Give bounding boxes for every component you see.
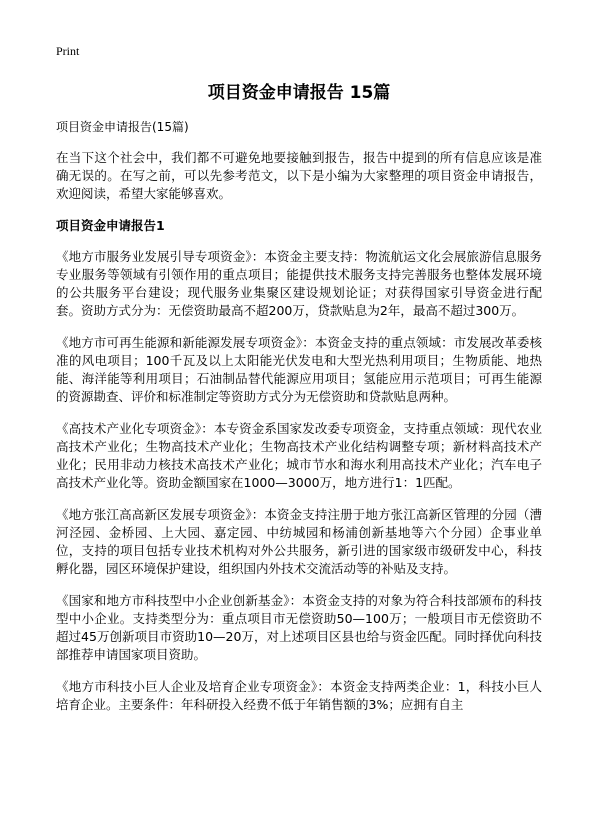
body-paragraph: 《地方市科技小巨人企业及培育企业专项资金》：本资金支持两类企业：1，科技小巨人培育企业。主要条件：年科研投入经费不低于年销售额的3%；应拥有自主 xyxy=(56,679,542,712)
body-paragraph: 《国家和地方市科技型中小企业创新基金》：本资金支持的对象为符合科技部颁布的科技型中小企业。支持类型分为：重点项目市无偿资助50—100万；一般项目市无偿资助不超过45万创新项目市资助10—20万，对上述项目区县也给与资金匹配。同时择优向科技部推荐申请国家项目资助。 xyxy=(56,593,542,662)
body-paragraph: 《地方市服务业发展引导专项资金》：本资金主要支持：物流航运文化会展旅游信息服务专业服务等领域有引领作用的重点项目；能提供技术服务支持完善服务也整体发展环境的公共服务平台建设；现代服务业集聚区建设规划论证；对获得国家引导资金进行配套。资助方式分为：无偿资助最高不超200万，贷款贴息为2年，最高不超过300万。 xyxy=(56,249,542,318)
print-link[interactable]: Print xyxy=(56,44,80,58)
body-paragraph: 《地方市可再生能源和新能源发展专项资金》：本资金支持的重点领域：市发展改革委核准的风电项目；100千瓦及以上太阳能光伏发电和大型光热利用项目；生物质能、地热能、海洋能等利用项目；石油制品替代能源应用项目；氢能应用示范项目；可再生能源的资源勘查、评价和标准制定等资助方式分为无偿资助和贷款贴息两种。 xyxy=(56,335,542,404)
intro-paragraph: 在当下这个社会中，我们都不可避免地要接触到报告，报告中提到的所有信息应该是准确无误的。在写之前，可以先参考范文，以下是小编为大家整理的项目资金申请报告，欢迎阅读，希望大家能够喜欢。 xyxy=(56,150,542,201)
page-title: 项目资金申请报告 15篇 xyxy=(207,83,391,103)
section-heading: 项目资金申请报告1 xyxy=(56,218,165,233)
document-subtitle: 项目资金申请报告(15篇) xyxy=(56,120,189,134)
body-paragraph: 《地方张江高高新区发展专项资金》：本资金支持注册于地方张江高新区管理的分园（漕河泾园、金桥园、上大园、嘉定园、中纺城园和杨浦创新基地等六个分园）企事业单位，支持的项目包括专业技术机构对外公共服务，新引进的国家级市级研发中心，科技孵化器，园区环境保护建设，组织国内外技术交流活动等的补贴及支持。 xyxy=(56,507,542,576)
body-paragraph: 《高技术产业化专项资金》：本专资金系国家发改委专项资金，支持重点领域：现代农业高技术产业化；生物高技术产业化；生物高技术产业化结构调整专项；新材料高技术产业化；民用非动力核技术高技术产业化；城市节水和海水利用高技术产业化；汽车电子高技术产业化等。资助金额国家在1000—3000万，地方进行1：1匹配。 xyxy=(56,421,542,490)
